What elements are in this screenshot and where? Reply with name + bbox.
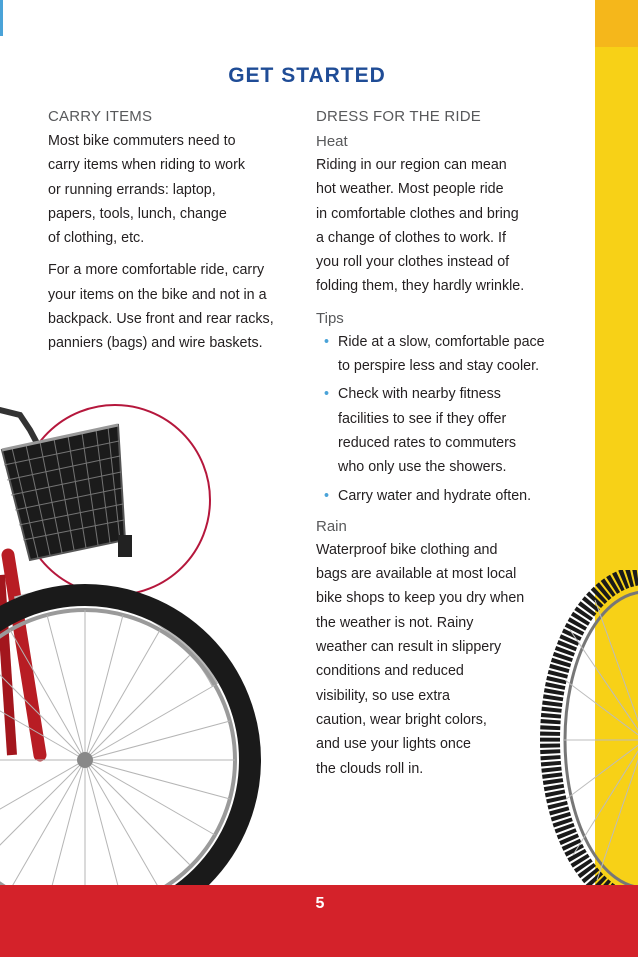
bike-front-wheel-illustration xyxy=(0,355,300,955)
text-line: to perspire less and stay cooler. xyxy=(338,358,540,375)
text-line: your items on the bike and not in a xyxy=(48,286,267,303)
carry-items-heading: CARRY ITEMS xyxy=(48,108,153,125)
text-line: folding them, they hardly wrinkle. xyxy=(316,278,525,295)
bullet-icon: • xyxy=(324,386,330,403)
text-line: panniers (bags) and wire baskets. xyxy=(48,335,263,352)
blue-edge-tab xyxy=(0,0,3,36)
tips-heading: Tips xyxy=(316,309,344,327)
list-item xyxy=(324,382,588,479)
rain-text xyxy=(316,538,588,781)
text-line: Check with nearby fitness xyxy=(338,386,501,403)
front-wheel xyxy=(0,595,250,925)
text-line: the clouds roll in. xyxy=(316,760,424,777)
text-line: papers, tools, lunch, change xyxy=(48,205,227,222)
text-line: carry items when riding to work xyxy=(48,157,246,174)
text-line: bags are available at most local xyxy=(316,566,517,583)
text-line: facilities to see if they offer xyxy=(338,410,507,427)
heat-text xyxy=(316,153,588,299)
dress-for-ride-section xyxy=(316,108,588,781)
wire-basket xyxy=(2,425,132,560)
text-line: Carry water and hydrate often. xyxy=(338,487,532,504)
text-line: conditions and reduced xyxy=(316,663,464,680)
text-line: in comfortable clothes and bring xyxy=(316,205,519,222)
text-line: visibility, so use extra xyxy=(316,687,451,704)
text-line: you roll your clothes instead of xyxy=(316,254,510,271)
text-line: and use your lights once xyxy=(316,736,471,753)
bullet-icon: • xyxy=(324,487,330,504)
text-line: Most bike commuters need to xyxy=(48,133,236,149)
text-line: weather can result in slippery xyxy=(316,639,502,656)
rain-heading: Rain xyxy=(316,517,347,535)
text-line: Riding in our region can mean xyxy=(316,157,507,173)
text-line: the weather is not. Rainy xyxy=(316,614,474,631)
red-fork xyxy=(0,555,40,755)
carry-items-intro xyxy=(48,129,303,250)
list-item xyxy=(324,330,588,379)
text-line: backpack. Use front and rear racks, xyxy=(48,311,274,328)
tips-list xyxy=(316,330,588,508)
heat-heading: Heat xyxy=(316,133,348,150)
bullet-icon: • xyxy=(324,333,330,350)
text-line: bike shops to keep you dry when xyxy=(316,590,525,607)
text-line: Ride at a slow, comfortable pace xyxy=(338,333,545,350)
text-line: or running errands: laptop, xyxy=(48,181,216,198)
text-line: a change of clothes to work. If xyxy=(316,229,506,246)
text-line: hot weather. Most people ride xyxy=(316,181,504,198)
carry-items-section xyxy=(48,108,303,356)
orange-corner-block xyxy=(595,0,638,47)
page-number: 5 xyxy=(315,895,325,912)
text-line: caution, wear bright colors, xyxy=(316,711,487,728)
dress-heading: DRESS FOR THE RIDE xyxy=(316,108,482,125)
page-title: GET STARTED xyxy=(228,64,386,87)
text-line: For a more comfortable ride, carry xyxy=(48,262,265,279)
text-line: reduced rates to commuters xyxy=(338,434,516,451)
text-line: who only use the showers. xyxy=(338,459,507,476)
handlebar xyxy=(0,410,38,445)
list-item xyxy=(324,484,588,508)
text-line: of clothing, etc. xyxy=(48,230,145,247)
carry-items-advice xyxy=(48,258,303,355)
text-line: Waterproof bike clothing and xyxy=(316,541,498,558)
